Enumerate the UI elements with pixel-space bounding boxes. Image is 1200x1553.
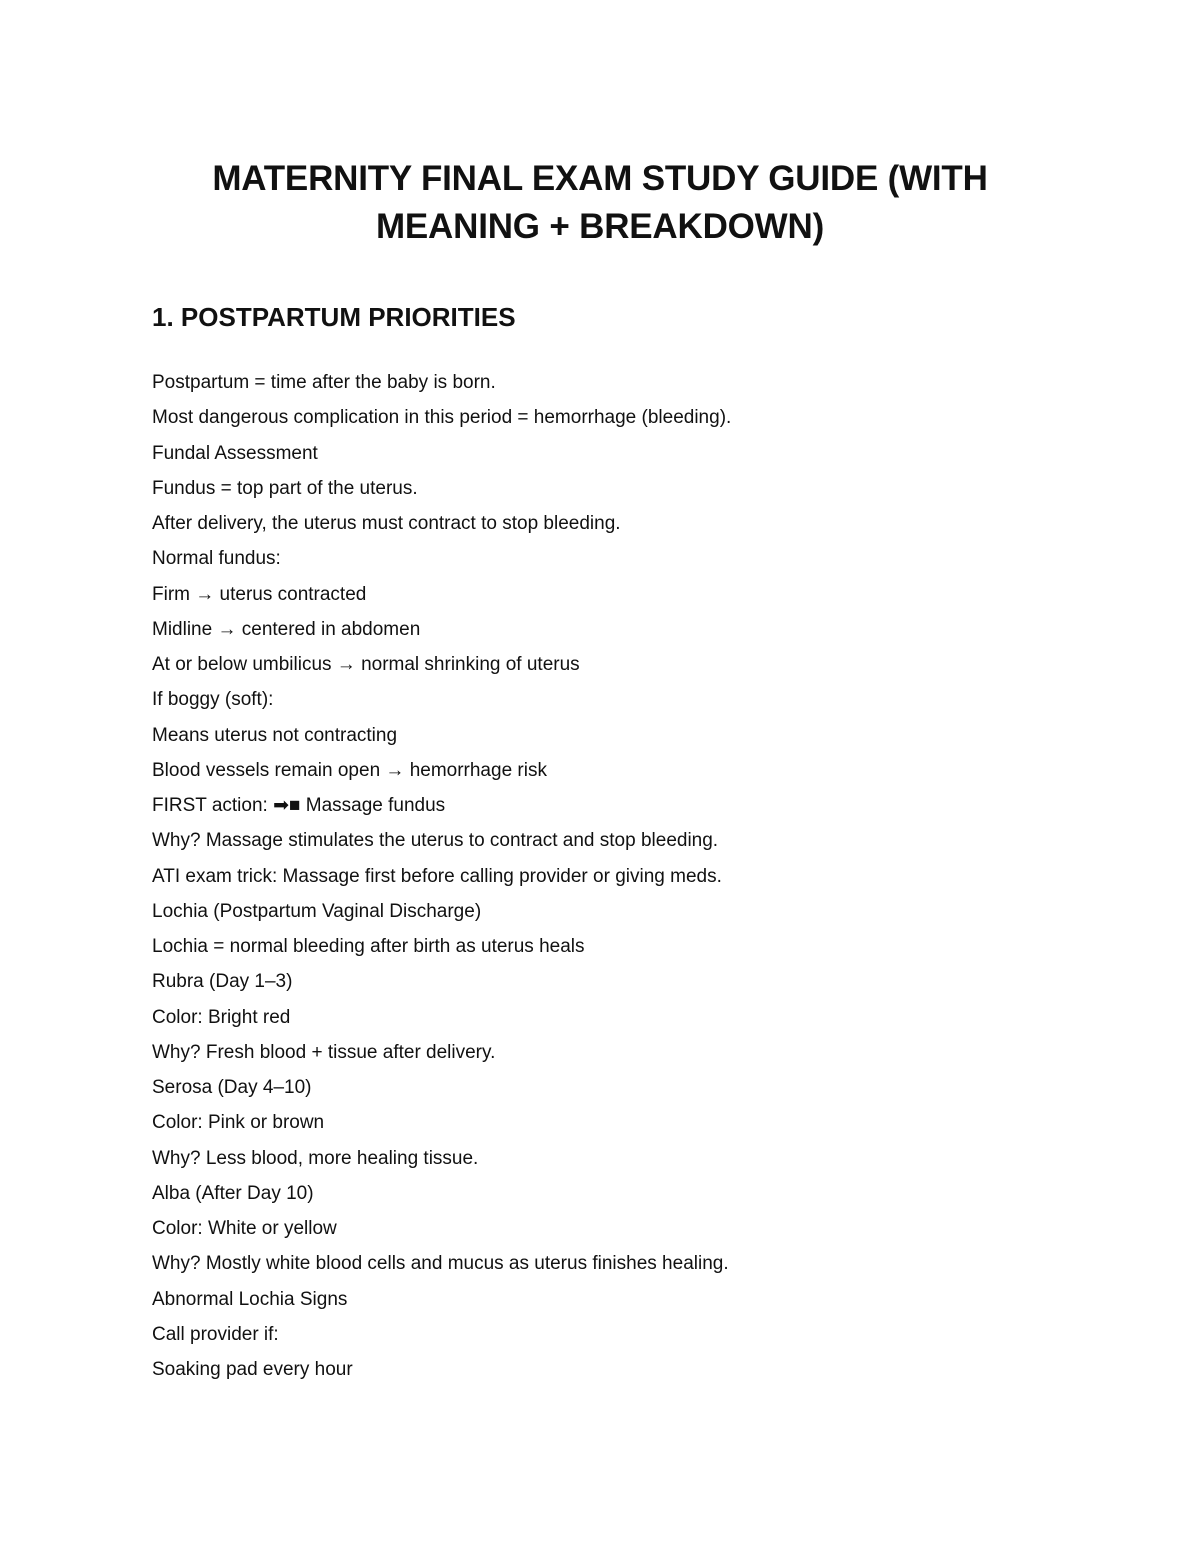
text-line: Why? Fresh blood + tissue after delivery. xyxy=(152,1041,496,1063)
text-line: Abnormal Lochia Signs xyxy=(152,1288,348,1310)
text-line: If boggy (soft): xyxy=(152,689,274,711)
document-title-line-2: MEANING + BREAKDOWN) xyxy=(375,207,825,246)
text-line: At or below umbilicus → normal shrinking of uterus xyxy=(152,654,580,675)
text-line: ATI exam trick: Massage first before calling provider or giving meds. xyxy=(152,865,722,887)
text-line: Why? Massage stimulates the uterus to contract and stop bleeding. xyxy=(152,830,719,852)
text-line: Fundal Assessment xyxy=(152,442,318,464)
text-line: Why? Mostly white blood cells and mucus as uterus finishes healing. xyxy=(152,1253,729,1275)
text-line: Firm → uterus contracted xyxy=(152,583,367,605)
text-line: After delivery, the uterus must contract to stop bleeding. xyxy=(152,513,621,534)
document-title xyxy=(150,155,1050,251)
text-line: Soaking pad every hour xyxy=(152,1359,353,1380)
text-line: Means uterus not contracting xyxy=(152,724,398,746)
text-line: FIRST action: ➡■ Massage fundus xyxy=(152,795,446,816)
text-line: Lochia = normal bleeding after birth as uterus heals xyxy=(152,936,585,957)
text-line: Why? Less blood, more healing tissue. xyxy=(152,1147,479,1169)
text-line: Color: Pink or brown xyxy=(152,1112,325,1134)
text-line: Color: Bright red xyxy=(152,1006,291,1028)
text-line: Rubra (Day 1–3) xyxy=(152,971,293,993)
text-line: Midline → centered in abdomen xyxy=(152,618,421,640)
text-line: Normal fundus: xyxy=(152,548,281,570)
text-line: Color: White or yellow xyxy=(152,1218,337,1239)
body-text xyxy=(152,365,731,1387)
text-line: Serosa (Day 4–10) xyxy=(152,1077,312,1098)
text-line: Call provider if: xyxy=(152,1323,279,1345)
text-line: Blood vessels remain open → hemorrhage risk xyxy=(152,759,547,781)
section-heading: 1. POSTPARTUM PRIORITIES xyxy=(152,302,516,332)
text-line: Alba (After Day 10) xyxy=(152,1182,314,1204)
text-line: Most dangerous complication in this period = hemorrhage (bleeding). xyxy=(152,407,732,429)
text-line: Fundus = top part of the uterus. xyxy=(152,477,418,499)
text-line: Postpartum = time after the baby is born. xyxy=(152,372,496,393)
text-line: Lochia (Postpartum Vaginal Discharge) xyxy=(152,900,482,922)
document-title-line-1: MATERNITY FINAL EXAM STUDY GUIDE (WITH xyxy=(212,159,988,198)
